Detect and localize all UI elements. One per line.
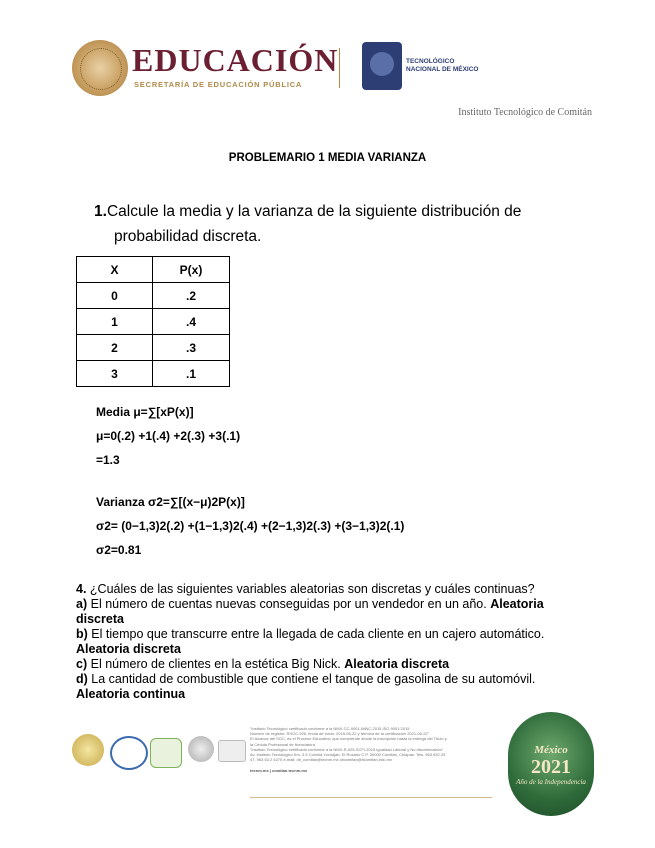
question-4-number: 4. <box>76 582 87 596</box>
table-row <box>77 361 230 387</box>
tecnm-logo <box>362 42 402 90</box>
item-letter: c) <box>76 657 88 671</box>
footer-line: Número de registro: RSGC-926, fecha de inicio: 2015-06-22 y término de la certificación 2021-06-22" <box>250 731 430 737</box>
comitan-logo <box>72 734 104 766</box>
footer-divider <box>250 797 492 798</box>
question-4-text: ¿Cuáles de las siguientes variables aleatorias son discretas y cuáles continuas? <box>89 582 535 596</box>
slogan-text: Año de la Independencia <box>516 778 586 786</box>
item-text: La cantidad de combustible que contiene el tanque de gasolina de su automóvil. <box>91 672 536 686</box>
varianza-formula: Varianza σ2=∑[(x−μ)2P(x)] <box>96 495 245 509</box>
footer-line: Av. Instituto Tecnológico Km. 3.5 Colonia Yocnajab, El Rosario C.P. 30000 Comitán, Chiapas. Tels. 963 632 25 <box>250 752 446 758</box>
footer-line: la Cédula Profesional de licenciatura <box>250 741 315 747</box>
table-row <box>77 335 230 361</box>
mexico-text: México <box>534 744 568 756</box>
item-answer: Aleatoria discreta <box>76 642 181 656</box>
heart-logo <box>110 736 148 770</box>
tecnm-line2: NACIONAL DE MÉXICO <box>406 66 479 73</box>
table-cell-x: 0 <box>77 283 153 309</box>
table-cell-x: 1 <box>77 309 153 335</box>
question-4 <box>76 582 576 702</box>
header-divider <box>339 48 340 88</box>
table-cell-px: .3 <box>153 335 230 361</box>
list-item <box>76 597 576 627</box>
table-header-row <box>77 257 230 283</box>
item-answer: Aleatoria continua <box>76 687 186 701</box>
footer-text <box>250 726 502 774</box>
table-row <box>77 309 230 335</box>
footer-line: 47, 963 63 2 6270 e-mail: dir_comitan@tecnm.mx citcomitan@itcomitan.edu.mx <box>250 757 392 763</box>
item-answer: Aleatoria discreta <box>344 657 450 671</box>
item-letter: d) <box>76 672 88 686</box>
media-result: =1.3 <box>96 453 120 467</box>
year-text: 2021 <box>531 756 571 778</box>
table-cell-x: 2 <box>77 335 153 361</box>
table-cell-px: .4 <box>153 309 230 335</box>
tecnm-text <box>406 58 478 74</box>
question-1-text-line2: probabilidad discreta. <box>114 228 262 245</box>
varianza-substitution: σ2= (0−1,3)2(.2) +(1−1,3)2(.4) +(2−1,3)2(.3) +(3−1,3)2(.1) <box>96 519 405 533</box>
table-header-px: P(x) <box>153 257 230 283</box>
sep-seal-logo <box>72 40 128 96</box>
item-text: El número de clientes en la estética Big Nick. <box>90 657 341 671</box>
media-substitution: μ=0(.2) +1(.4) +2(.3) +3(.1) <box>96 429 241 443</box>
table-cell-px: .2 <box>153 283 230 309</box>
question-1 <box>94 199 554 249</box>
cert-logo-1 <box>188 736 214 762</box>
varianza-result: σ2=0.81 <box>96 543 142 557</box>
item-letter: a) <box>76 597 88 611</box>
item-text: El tiempo que transcurre entre la llegada de cada cliente en un cajero automático. <box>91 627 545 641</box>
document-title: PROBLEMARIO 1 MEDIA VARIANZA <box>228 152 427 164</box>
footer-web: tecnm.mx | comitan.tecnm.mx <box>250 768 308 774</box>
distribution-table <box>76 256 230 387</box>
question-1-text-line1: Calcule la media y la varianza de la siguiente distribución de <box>106 203 522 220</box>
table-header-x: X <box>77 257 153 283</box>
cert-logo-2 <box>218 740 246 762</box>
educacion-subtitle: SECRETARÍA DE EDUCACIÓN PÚBLICA <box>134 80 303 89</box>
media-formula: Media μ=∑[xP(x)] <box>96 405 194 419</box>
table-cell-px: .1 <box>153 361 230 387</box>
question-4-prompt <box>76 582 576 597</box>
institute-name: Instituto Tecnológico de Comitán <box>458 107 592 118</box>
tecnm-line1: TECNOLÓGICO <box>406 58 455 65</box>
question-1-number: 1. <box>94 203 107 220</box>
list-item <box>76 672 576 702</box>
list-item <box>76 657 576 672</box>
table-cell-x: 3 <box>77 361 153 387</box>
plastico-logo <box>150 738 182 768</box>
footer-line: El Alcance del SGC, es el Proceso Educativo; que comprende desde la inscripción hasta la entrega del Título y <box>250 736 447 742</box>
footer-line: "Instituto Tecnológico certificado conforme a la NMX-R-025-SCFI-2015 Igualdad Laboral y No discriminación" <box>250 746 444 752</box>
educacion-title: EDUCACIÓN <box>132 42 339 78</box>
item-text: El número de cuentas nuevas conseguidas por un vendedor en un año. <box>90 597 487 611</box>
item-answer: Aleatoria discreta <box>76 597 544 626</box>
footer-line: "Instituto Tecnológico certificado conforme a la NMX-CC-9001-IMNC-2015 ISO 9001:2015 <box>250 726 410 731</box>
table-row <box>77 283 230 309</box>
item-letter: b) <box>76 627 88 641</box>
list-item <box>76 627 576 657</box>
